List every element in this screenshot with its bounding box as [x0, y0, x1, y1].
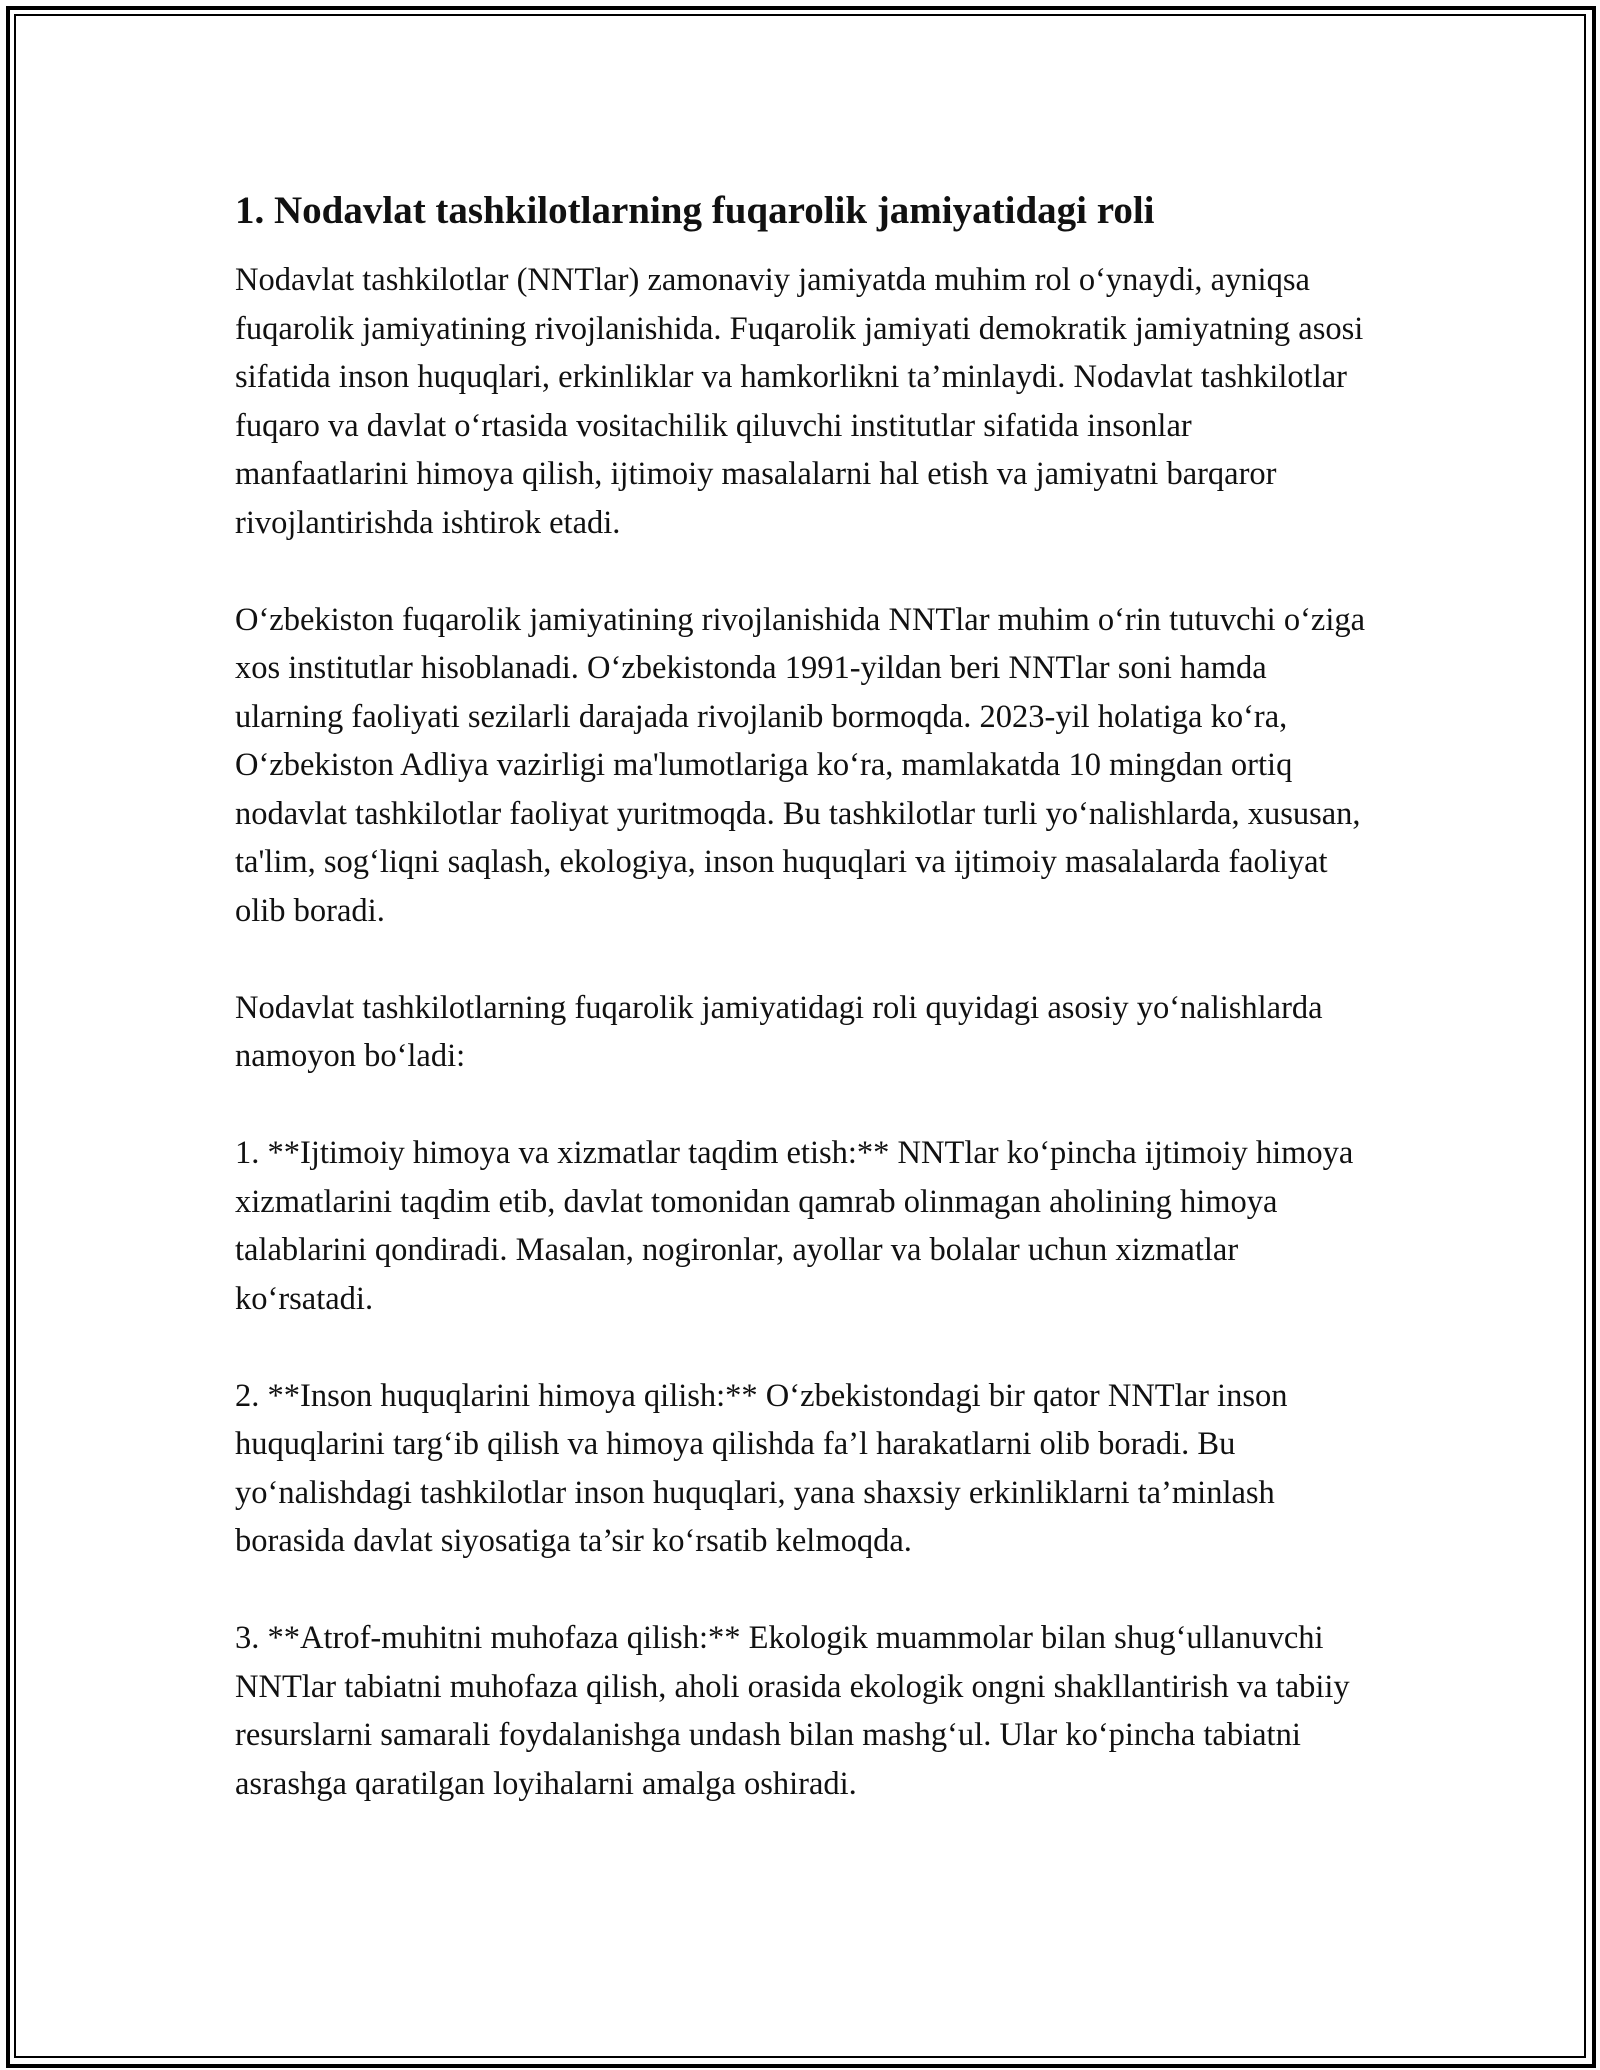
list-item-social-protection: 1. **Ijtimoiy himoya va xizmatlar taqdim etish:** NNTlar ko‘pincha ijtimoiy himoya xizmatlarini taqdim etib, davlat tomonidan qamrab olinmagan aholining himoya talablarini qondiradi. Masalan, nogironlar, ayollar va bolalar uchun xizmatlar ko‘rsatadi. [235, 1135, 1354, 1317]
roles-intro-paragraph: Nodavlat tashkilotlarning fuqarolik jamiyatidagi roli quyidagi asosiy yo‘nalishlarda namoyon bo‘ladi: [235, 989, 1323, 1074]
section-title: 1. Nodavlat tashkilotlarning fuqarolik jamiyatidagi roli [235, 189, 1155, 232]
list-item-environment: 3. **Atrof-muhitni muhofaza qilish:** Ekologik muammolar bilan shug‘ullanuvchi NNTlar tabiatni muhofaza qilish, aholi orasida ekologik ongni shakllantirish va tabiiy resurslarni samarali foydalanishga undash bilan mashg‘ul. Ular ko‘pincha tabiatni asrashga qaratilgan loyihalarni amalga oshiradi. [235, 1620, 1350, 1802]
intro-paragraph: Nodavlat tashkilotlar (NNTlar) zamonaviy jamiyatda muhim rol o‘ynaydi, ayniqsa fuqarolik jamiyatining rivojlanishida. Fuqarolik jamiyati demokratik jamiyatning asosi sifatida inson huquqlari, erkinliklar va hamkorlikni ta’minlaydi. Nodavlat tashkilotlar fuqaro va davlat o‘rtasida vositachilik qiluvchi institutlar sifatida insonlar manfaatlarini himoya qilish, ijtimoiy masalalarni hal etish va jamiyatni barqaror rivojlantirishda ishtirok etadi. [235, 262, 1364, 541]
uzbekistan-ngo-paragraph: O‘zbekiston fuqarolik jamiyatining rivojlanishida NNTlar muhim o‘rin tutuvchi o‘ziga xos institutlar hisoblanadi. O‘zbekistonda 1991-yildan beri NNTlar soni hamda ularning faoliyati sezilarli darajada rivojlanib bormoqda. 2023-yil holatiga ko‘ra, O‘zbekiston Adliya vazirligi ma'lumotlariga ko‘ra, mamlakatda 10 mingdan ortiq nodavlat tashkilotlar faoliyat yuritmoqda. Bu tashkilotlar turli yo‘nalishlarda, xususan, ta'lim, sog‘liqni saqlash, ekologiya, inson huquqlari va ijtimoiy masalalarda faoliyat olib boradi. [235, 601, 1366, 929]
document-body [235, 186, 1370, 1857]
list-item-human-rights: 2. **Inson huquqlarini himoya qilish:** O‘zbekistondagi bir qator NNTlar inson huquqlarini targ‘ib qilish va himoya qilishda fa’l harakatlarni olib boradi. Bu yo‘nalishdagi tashkilotlar inson huquqlari, yana shaxsiy erkinliklarni ta’minlash borasida davlat siyosatiga ta’sir ko‘rsatib kelmoqda. [235, 1377, 1288, 1559]
